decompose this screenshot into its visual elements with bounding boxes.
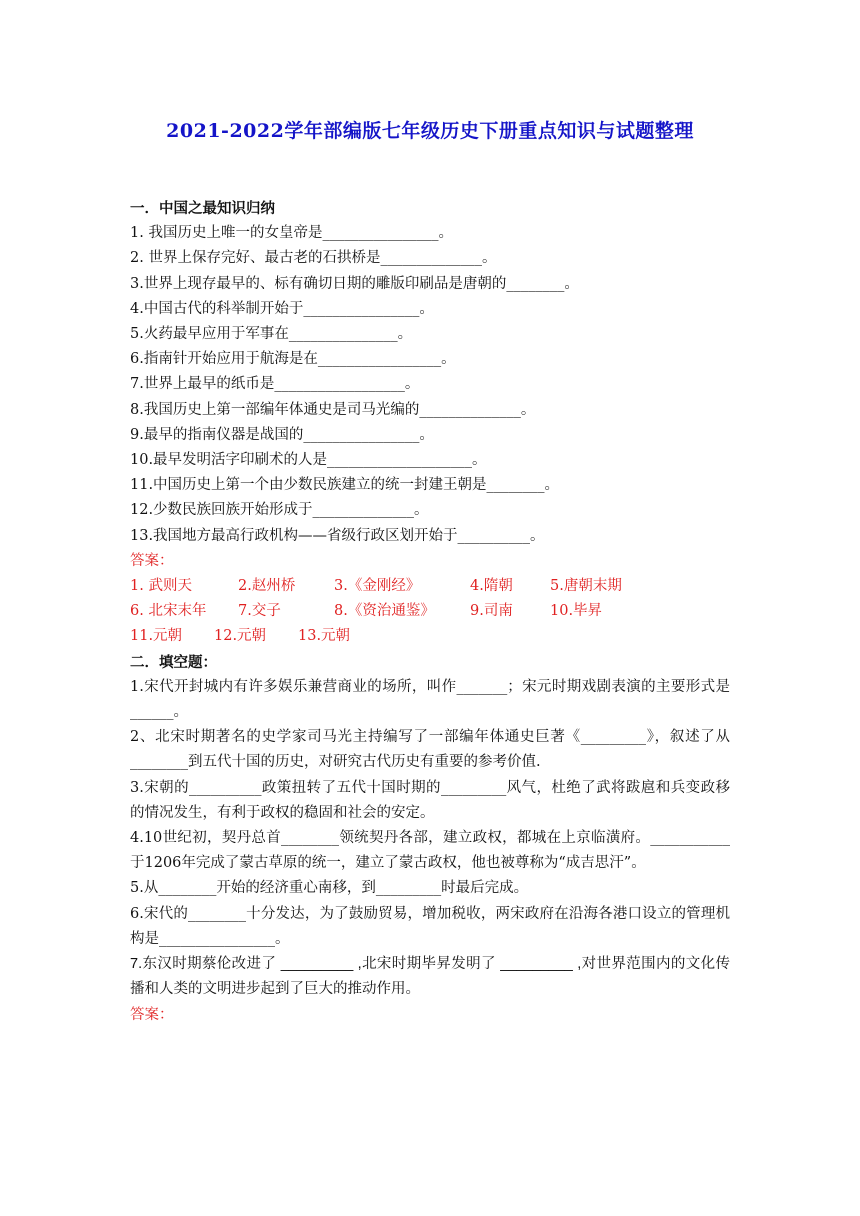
section1-item: 3.世界上现存最早的、标有确切日期的雕版印刷品是唐朝的________。 <box>130 275 579 292</box>
answer-item: 9.司南 <box>470 603 513 620</box>
section2-answer-label: 答案： <box>130 1006 174 1023</box>
section1-answer-label: 答案： <box>130 552 174 569</box>
section1-item: 9.最早的指南仪器是战国的________________。 <box>130 426 434 443</box>
fill-blank-question: 2、北宋时期著名的史学家司马光主持编写了一部编年体通史巨著《_________》，叙述了从________到五代十国的历史，对研究古代历史有重要的参考价值. <box>130 729 730 771</box>
section1-item: 10.最早发明活字印刷术的人是____________________。 <box>130 452 487 469</box>
answer-item: 10.毕昇 <box>550 603 603 620</box>
section1-item: 7.世界上最早的纸币是__________________。 <box>130 376 420 393</box>
fill-blank-question: 7.东汉时期蔡伦改进了 _________ ,北宋时期毕昇发明了 _________ ,对世界范围内的文化传播和人类的文明进步起到了巨大的推动作用。 <box>130 956 730 998</box>
fill-blank-question: 1.宋代开封城内有许多娱乐兼营商业的场所，叫作_______；宋元时期戏剧表演的主要形式是______。 <box>130 678 730 721</box>
section1-item: 8.我国历史上第一部编年体通史是司马光编的______________。 <box>130 401 536 418</box>
answer-row <box>130 574 730 599</box>
answer-item: 1. 武则天 <box>130 578 192 595</box>
document-body <box>130 196 730 1028</box>
document-title: 2021-2022学年部编版七年级历史下册重点知识与试题整理 <box>166 120 694 142</box>
fill-blank-question: 5.从________开始的经济重心南移，到_________时最后完成。 <box>130 880 529 897</box>
answer-item: 4.隋朝 <box>470 578 513 595</box>
answer-item: 5.唐朝末期 <box>550 578 622 595</box>
answer-row <box>130 624 730 649</box>
section1-item: 12.少数民族回族开始形成于______________。 <box>130 502 429 519</box>
answer-item: 11.元朝 <box>130 628 183 645</box>
answer-item: 3.《金刚经》 <box>334 578 421 595</box>
answer-item: 7.交子 <box>238 603 281 620</box>
answer-item: 12.元朝 <box>214 628 267 645</box>
answer-item: 13.元朝 <box>298 628 351 645</box>
section1-heading: 一．中国之最知识归纳 <box>130 200 275 217</box>
fill-blank-question: 3.宋朝的__________政策扭转了五代十国时期的_________风气，杜绝了武将跋扈和兵变政移的情况发生，有利于政权的稳固和社会的安定。 <box>130 779 730 821</box>
answer-item: 6. 北宋末年 <box>130 603 207 620</box>
fill-blank-question: 6.宋代的________十分发达，为了鼓励贸易，增加税收，两宋政府在沿海各港口设立的管理机构是________________。 <box>130 905 730 947</box>
section1-item: 4.中国古代的科举制开始于________________。 <box>130 300 434 317</box>
section1-item: 5.火药最早应用于军事在_______________。 <box>130 326 413 343</box>
section1-item: 1. 我国历史上唯一的女皇帝是________________。 <box>130 225 453 242</box>
answer-item: 2.赵州桥 <box>238 578 296 595</box>
section1-item: 2. 世界上保存完好、最古老的石拱桥是______________。 <box>130 250 497 267</box>
answer-item: 8.《资治通鉴》 <box>334 603 435 620</box>
answer-row <box>130 599 730 624</box>
section2-heading: 二．填空题： <box>130 653 217 671</box>
section1-item: 11.中国历史上第一个由少数民族建立的统一封建王朝是________。 <box>130 477 560 494</box>
section1-item: 6.指南针开始应用于航海是在_________________。 <box>130 351 456 368</box>
section1-item: 13.我国地方最高行政机构——省级行政区划开始于__________。 <box>130 527 545 544</box>
fill-blank-question: 4.10世纪初，契丹总首________领统契丹各部，建立政权，都城在上京临潢府。___________于1206年完成了蒙古草原的统一，建立了蒙古政权，他也被尊称为“成吉思汗”。 <box>130 830 730 872</box>
